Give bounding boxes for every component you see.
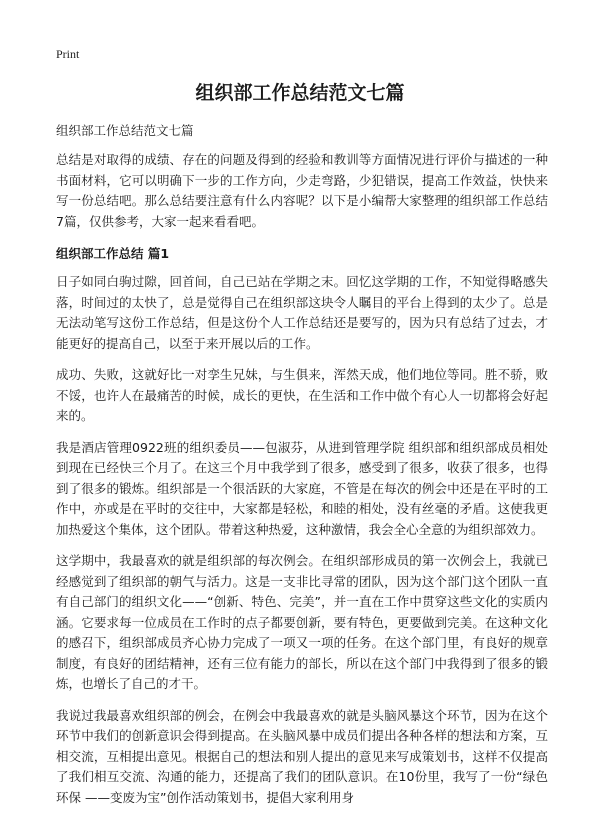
body-paragraph: 我说过我最喜欢组织部的例会，在例会中我最喜欢的就是头脑风暴这个环节，因为在这个环节中我们的创新意识会得到提高。在头脑风暴中成员们提出各种各样的想法和方案，互相交流，互相提出意见。根据自己的想法和别人提出的意见来写成策划书，这样不仅提高了我们相互交流、沟通的能力，还提高了我们的团队意识。在10份里，我写了一份“绿色环保 ——变废为宝”创作活动策划书，提倡大家利用身 (56, 707, 548, 805)
document-body (56, 150, 548, 819)
section-heading: 组织部工作总结 篇1 (56, 246, 170, 261)
document-subtitle: 组织部工作总结范文七篇 (56, 123, 194, 138)
intro-paragraph: 总结是对取得的成绩、存在的问题及得到的经验和教训等方面情况进行评价与描述的一种书面材料，它可以明确下一步的工作方向，少走弯路，少犯错误，提高工作效益，快快来写一份总结吧。那么总结要注意有什么内容呢？以下是小编帮大家整理的组织部工作总结7篇，仅供参考，大家一起来看看吧。 (56, 152, 548, 229)
body-paragraph: 成功、失败，这就好比一对孪生兄妹，与生俱来，浑然天成，他们地位等同。胜不骄，败不馁，也许人在最痛苦的时候，成长的更快，在生活和工作中做个有心人一切都将会好起来的。 (56, 367, 548, 423)
print-link[interactable]: Print (56, 47, 80, 61)
page-title: 组织部工作总结范文七篇 (195, 82, 405, 104)
body-paragraph: 日子如同白驹过隙，回首间，自己已站在学期之末。回忆这学期的工作，不知觉得略感失落，时间过的太快了，总是觉得自己在组织部这块令人瞩目的平台上得到的太少了。总是无法动笔写这份工作总结，但是这份个人工作总结还是要写的，因为只有总结了过去，才能更好的提高自己，以至于来开展以后的工作。 (56, 274, 548, 351)
body-paragraph: 我是酒店管理0922班的组织委员——包淑芬，从进到管理学院 组织部和组织部成员相处到现在已经快三个月了。在这三个月中我学到了很多，感受到了很多，收获了很多，也得到了很多的锻炼。组织部是一个很活跃的大家庭，不管是在每次的例会中还是在平时的工作中，亦或是在平时的交往中，大家都是轻松，和睦的相处，没有丝毫的矛盾。这使我更加热爱这个集体，这个团队。带着这种热爱，这种激情，我会全心全意的为组织部效力。 (56, 439, 548, 537)
body-paragraph: 这学期中，我最喜欢的就是组织部的每次例会。在组织部形成员的第一次例会上，我就已经感觉到了组织部的朝气与活力。这是一支非比寻常的团队，因为这个部门这个团队一直有自己部门的组织文化——“创新、特色、完美”，并一直在工作中贯穿这些文化的实质内涵。它要求每一位成员在工作时的点子都要创新，要有特色，更要做到完美。在这种文化的感召下，组织部成员齐心协力完成了一项又一项的任务。在这个部门里，有良好的规章制度，有良好的团结精神，还有三位有能力的部长，所以在这个部门中我得到了很多的锻炼，也增长了自己的才干。 (56, 553, 548, 691)
